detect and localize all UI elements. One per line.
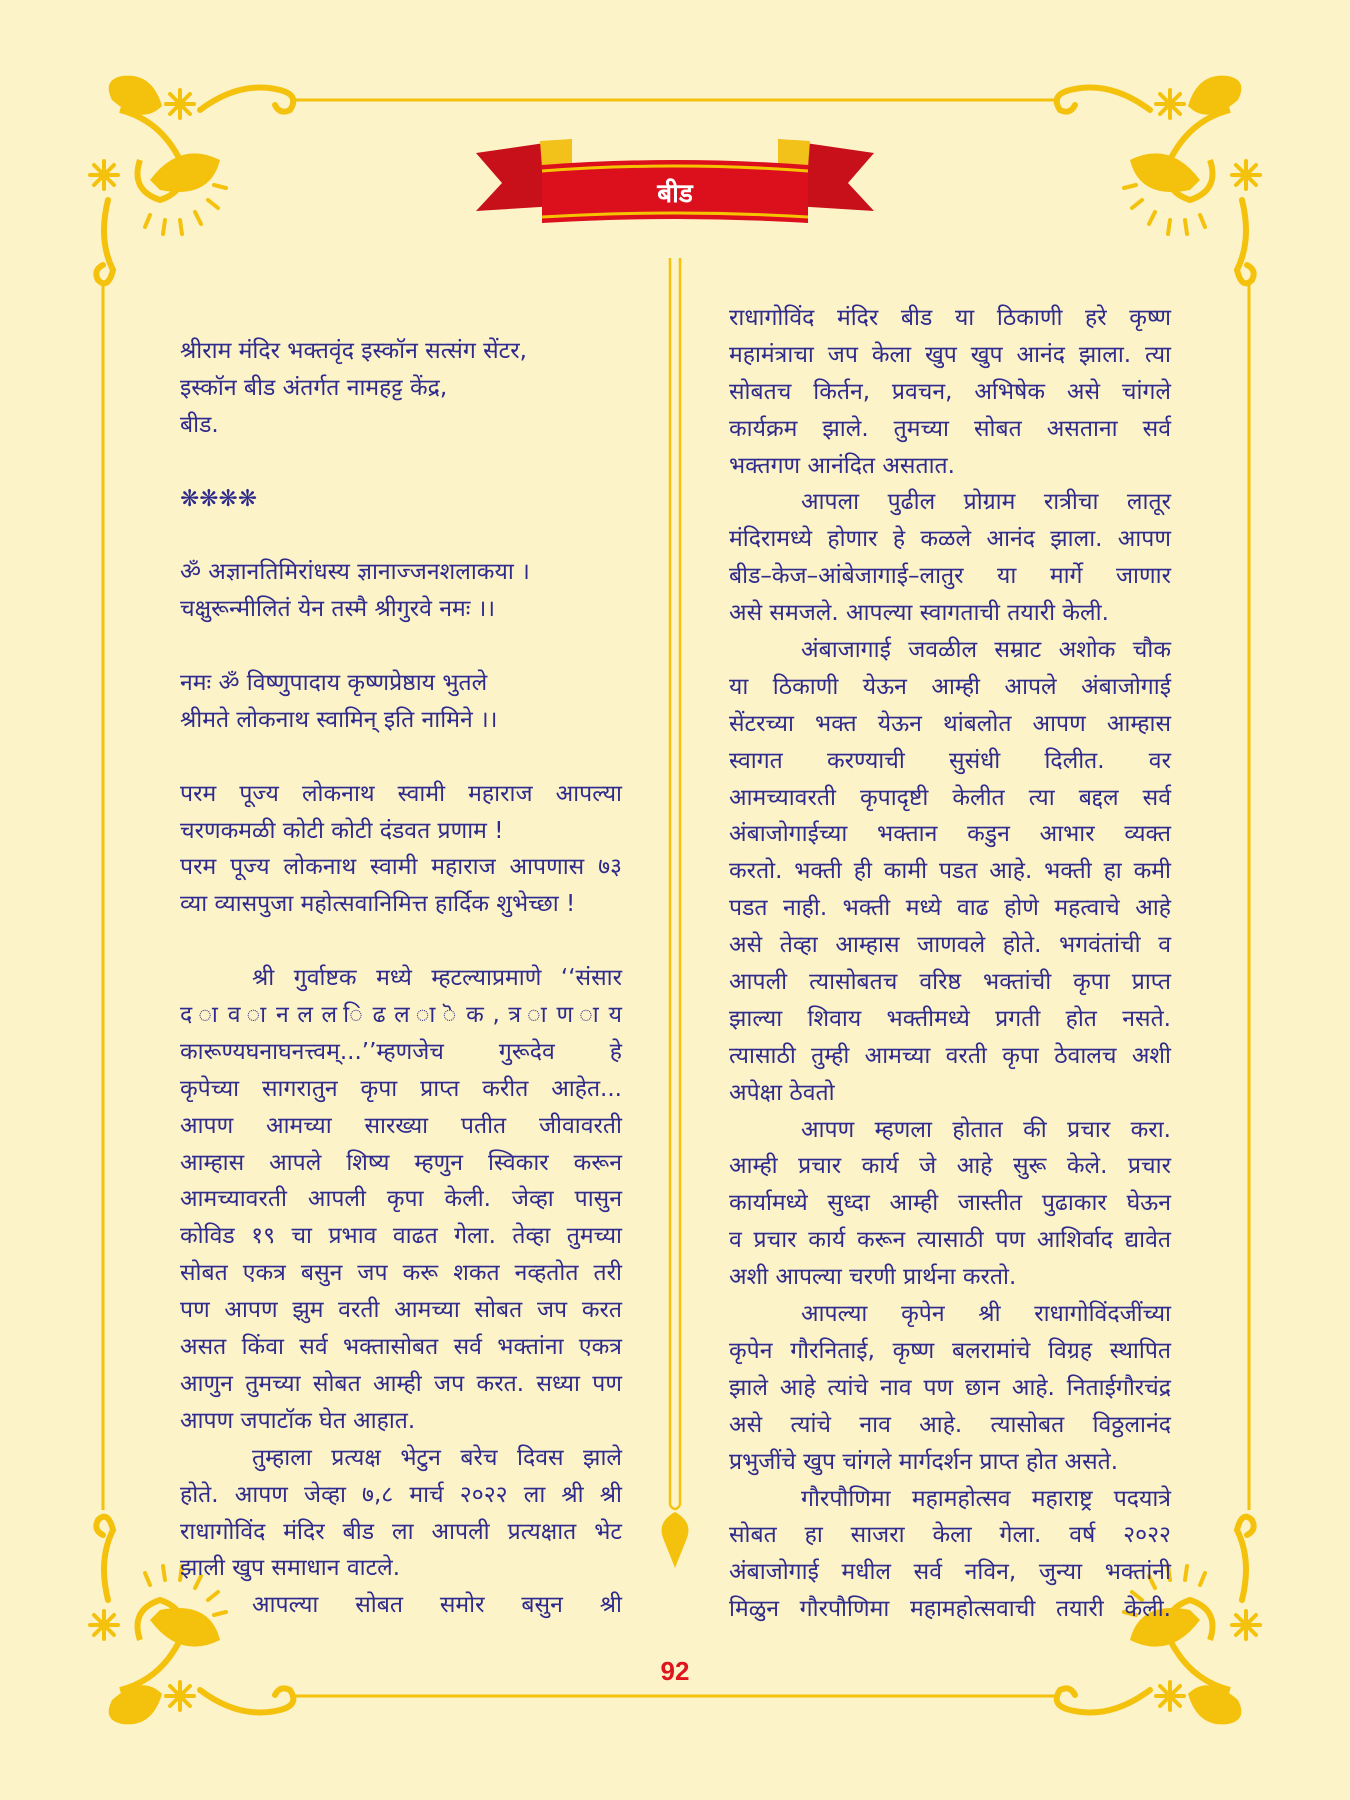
text-line: श्रीमते लोकनाथ स्वामिन् इति नामिने ।। <box>180 706 498 733</box>
text-line: सोबत एकत्र बसुन जप करू शकत नव्हतोत तरी <box>180 1260 622 1287</box>
text-line: आपल्या सोबत समोर बसुन श्री <box>252 1592 622 1619</box>
text-line: राधागोविंद मंदिर बीड या ठिकाणी हरे कृष्ण <box>729 305 1171 331</box>
text-line: इस्कॉन बीड अंतर्गत नामहट्ट केंद्र, <box>180 374 448 401</box>
text-line: सेंटरच्या भक्त येऊन थांबलोत आपण आम्हास <box>729 710 1171 737</box>
paragraph <box>729 484 1171 632</box>
text-line: चरणकमळी कोटी कोटी दंडवत प्रणाम ! <box>180 817 504 844</box>
text-line: होते. आपण जेव्हा ७,८ मार्च २०२२ ला श्री श्री <box>180 1481 622 1508</box>
paragraph <box>729 1112 1171 1296</box>
text-line: कृपेच्या सागरातुन कृपा प्राप्त करीत आहेत... <box>180 1075 622 1102</box>
text-line: करतो. भक्ती ही कामी पडत आहे. भक्ती हा कमी <box>729 858 1171 885</box>
text-line: पण आपण झुम वरती आमच्या सोबत जप करत <box>180 1297 622 1324</box>
blank-line <box>180 628 622 665</box>
text-line: आपण आमच्या सारख्या पतीत जीवावरती <box>180 1112 622 1139</box>
page-number: 92 <box>660 1656 690 1686</box>
text-line: बीड. <box>180 411 219 438</box>
text-line: सोबतच किर्तन, प्रवचन, अभिषेक असे चांगले <box>729 378 1171 405</box>
text-line: आणुन तुमच्या सोबत आम्ही जप करत. सध्या पण <box>180 1370 622 1397</box>
text-line: असे त्यांचे नाव आहे. त्यासोबत विठ्ठलानंद <box>729 1411 1171 1438</box>
text-line: कारूण्यघनाघनत्त्वम्...’’म्हणजेच गुरूदेव हे <box>180 1038 622 1065</box>
paragraph <box>729 632 1171 1112</box>
paragraph <box>729 300 1171 484</box>
text-line: प्रभुजींचे खुप चांगले मार्गदर्शन प्राप्त होत असते. <box>729 1448 1119 1475</box>
right-text-column <box>729 300 1171 1628</box>
text-line: कोविड १९ चा प्रभाव वाढत गेला. तेव्हा तुमच्या <box>180 1223 622 1250</box>
text-line: व प्रचार कार्य करून त्यासाठी पण आशिर्वाद द्यावेत <box>729 1227 1171 1254</box>
drop-ornament-icon <box>662 1512 689 1568</box>
text-line: अंबाजोगाईच्या भक्तान कडुन आभार व्यक्त <box>729 821 1171 848</box>
paragraph <box>180 1440 622 1588</box>
text-line: अपेक्षा ठेवतो <box>729 1079 835 1106</box>
text-line: मिळुन गौरपौणिमा महामहोत्सवाची तयारी केली. <box>729 1596 1171 1623</box>
text-line: श्री गुर्वाष्टक मध्ये म्हटल्याप्रमाणे ‘‘संसार <box>252 965 622 992</box>
text-line: व्या व्यासपुजा महोत्सवानिमित्त हार्दिक शुभेच्छा ! <box>180 891 576 918</box>
text-line: कृपेन गौरनिताई, कृष्ण बलरामांचे विग्रह स्थापित <box>729 1337 1171 1364</box>
text-line: आपण म्हणला होतात की प्रचार करा. <box>801 1116 1171 1143</box>
text-line: आपला पुढील प्रोग्राम रात्रीचा लातूर <box>801 489 1171 516</box>
text-block <box>180 665 622 739</box>
section-title: बीड <box>657 179 693 209</box>
text-line: भक्तगण आनंदित असतात. <box>729 452 955 479</box>
text-line: सोबत हा साजरा केला गेला. वर्ष २०२२ <box>729 1522 1171 1549</box>
paragraph <box>729 1481 1171 1629</box>
text-block <box>180 481 622 518</box>
text-line: परम पूज्य लोकनाथ स्वामी महाराज आपल्या <box>180 780 622 807</box>
blank-line <box>180 739 622 776</box>
text-line: झाले आहे त्यांचे नाव पण छान आहे. निताईगौरचंद्र <box>729 1374 1171 1401</box>
paragraph <box>180 960 622 1440</box>
text-line: या ठिकाणी येऊन आम्ही आपले अंबाजोगाई <box>729 673 1171 700</box>
text-line: आपली त्यासोबतच वरिष्ठ भक्तांची कृपा प्राप्त <box>729 969 1171 996</box>
text-line: कार्यक्रम झाले. तुमच्या सोबत असताना सर्व <box>729 415 1171 442</box>
text-line: आपण जपाटॉक घेत आहात. <box>180 1407 416 1434</box>
text-block <box>180 333 622 444</box>
text-line: अंबाजोगाई मधील सर्व नविन, जुन्या भक्तांनी <box>729 1559 1171 1586</box>
text-line: महामंत्राचा जप केला खुप खुप आनंद झाला. त्या <box>729 341 1171 368</box>
left-text-column <box>180 333 622 1624</box>
text-line: श्रीराम मंदिर भक्तवृंद इस्कॉन सत्संग सेंटर, <box>180 338 527 364</box>
paragraph <box>180 776 622 850</box>
text-line: परम पूज्य लोकनाथ स्वामी महाराज आपणास ७३ <box>180 854 622 881</box>
paragraph <box>180 849 622 923</box>
text-line: आमच्यावरती कृपादृष्टी केलीत त्या बद्दल सर्व <box>729 784 1171 811</box>
text-line: नमः ॐ विष्णुपादाय कृष्णप्रेष्ठाय भुतले <box>180 670 488 697</box>
text-line: झाली खुप समाधान वाटले. <box>180 1555 401 1582</box>
text-line: चक्षुरून्मीलितं येन तस्मै श्रीगुरवे नमः ।। <box>180 596 496 623</box>
column-divider <box>662 258 689 1568</box>
text-line: असे समजले. आपल्या स्वागताची तयारी केली. <box>729 600 1109 627</box>
text-line: त्यासाठी तुम्ही आमच्या वरती कृपा ठेवालच अशी <box>729 1042 1171 1069</box>
blank-line <box>180 444 622 481</box>
blank-line <box>180 923 622 960</box>
text-line: मंदिरामध्ये होणार हे कळले आनंद झाला. आपण <box>729 526 1171 553</box>
text-line: द ा व ा न ल ल ि ढ ल ा ॆ क , त्र ा ण ा य <box>180 1002 622 1029</box>
text-line: असे तेव्हा आम्हास जाणवले होते. भगवंतांची व <box>729 932 1171 959</box>
text-line: आम्हास आपले शिष्य म्हणुन स्विकार करून <box>180 1149 622 1176</box>
text-line: तुम्हाला प्रत्यक्ष भेटुन बरेच दिवस झाले <box>252 1444 622 1471</box>
text-line: कार्यामध्ये सुध्दा आम्ही जास्तीत पुढाकार घेऊन <box>729 1190 1171 1217</box>
text-line: पडत नाही. भक्ती मध्ये वाढ होणे महत्वाचे आहे <box>729 895 1171 922</box>
text-block <box>180 554 622 628</box>
text-line: बीड–केज–आंबेजागाई–लातुर या मार्गे जाणार <box>729 563 1171 590</box>
paragraph <box>180 1587 622 1624</box>
text-line: ॐ अज्ञानतिमिरांधस्य ज्ञानाज्जनशलाकया । <box>180 559 530 586</box>
text-line: अशी आपल्या चरणी प्रार्थना करतो. <box>729 1264 1017 1291</box>
text-line: असत किंवा सर्व भक्तासोबत सर्व भक्तांना एकत्र <box>180 1334 622 1361</box>
text-line: राधागोविंद मंदिर बीड ला आपली प्रत्यक्षात भेट <box>180 1518 622 1545</box>
text-line: गौरपौणिमा महामहोत्सव महाराष्ट्र पदयात्रे <box>801 1485 1171 1512</box>
text-line: स्वागत करण्याची सुसंधी दिलीत. वर <box>729 747 1171 774</box>
blank-line <box>180 517 622 554</box>
text-line: आमच्यावरती आपली कृपा केली. जेव्हा पासुन <box>180 1186 622 1213</box>
text-line: ❋❋❋❋ <box>180 485 258 512</box>
text-line: झाल्या शिवाय भक्तीमध्ये प्रगती होत नसते. <box>729 1005 1171 1032</box>
text-line: अंबाजागाई जवळील सम्राट अशोक चौक <box>801 637 1171 664</box>
paragraph <box>729 1296 1171 1480</box>
text-line: आपल्या कृपेन श्री राधागोविंदजींच्या <box>801 1301 1171 1328</box>
text-line: आम्ही प्रचार कार्य जे आहे सुरू केले. प्रचार <box>729 1153 1171 1180</box>
